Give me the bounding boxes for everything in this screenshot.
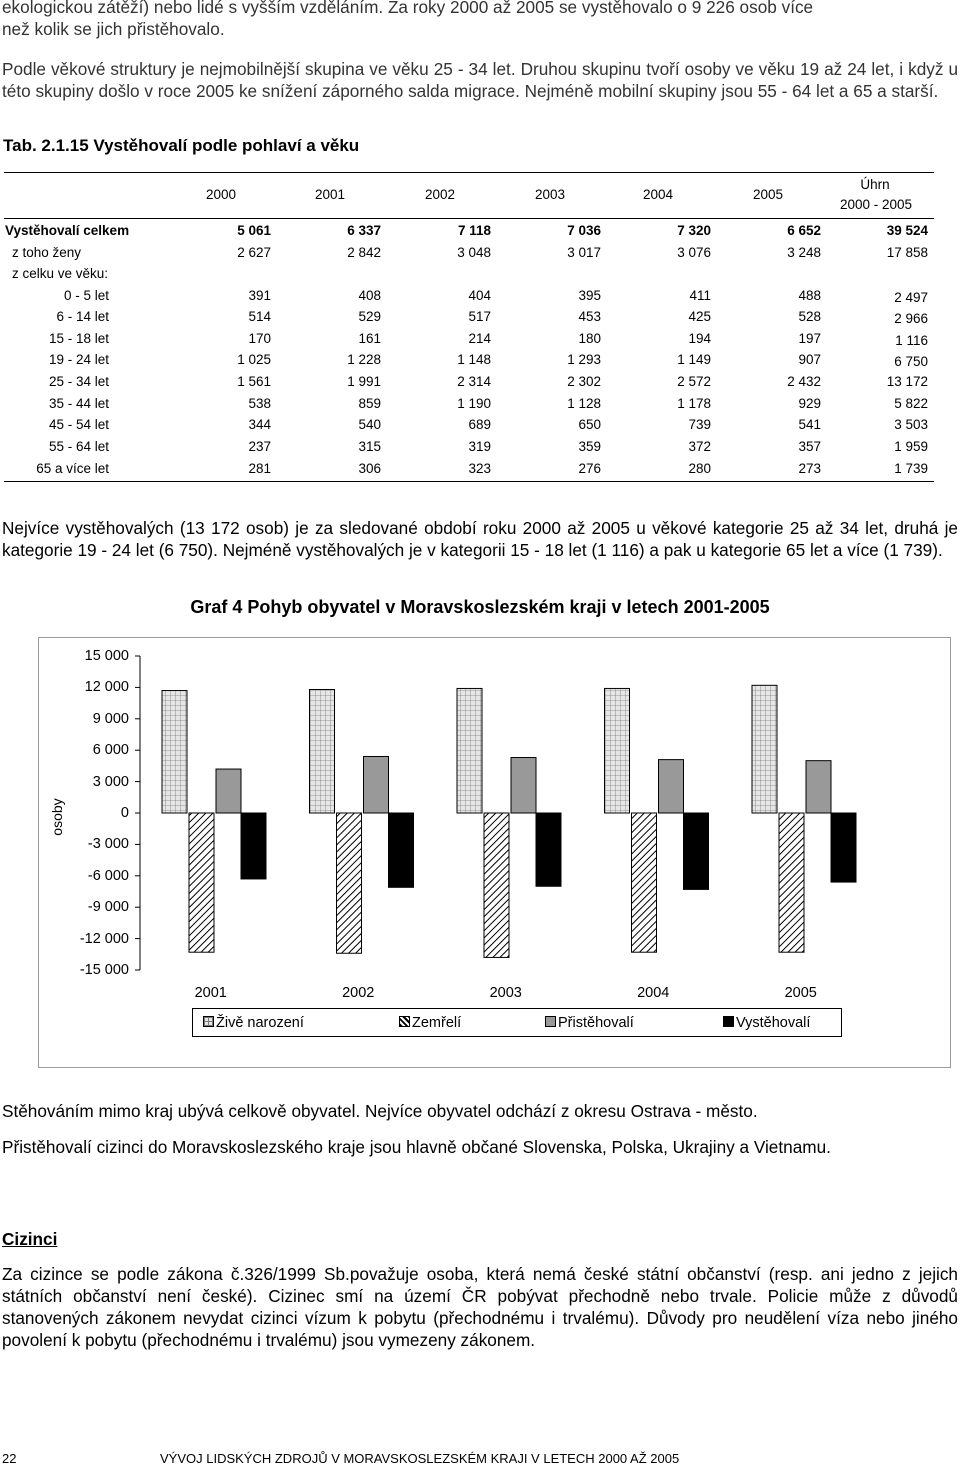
table-row-label: 15 - 18 let xyxy=(48,331,109,346)
table-header-year: 2003 xyxy=(534,187,566,202)
table-cell: 5 061 xyxy=(237,223,271,238)
table-cell: 514 xyxy=(248,309,271,324)
legend-swatch xyxy=(203,1016,214,1027)
x-tick-label: 2005 xyxy=(784,985,817,1001)
table-cell: 2 627 xyxy=(237,245,271,260)
table-row-label: 0 - 5 let xyxy=(63,288,109,303)
table-row-label: 65 a více let xyxy=(36,461,109,476)
table-cell: 273 xyxy=(798,461,821,476)
table-cell: 6 652 xyxy=(787,223,821,238)
table-cell: 2 302 xyxy=(567,374,601,389)
table-cell: 180 xyxy=(578,331,601,346)
table-cell: 214 xyxy=(468,331,491,346)
table-row-label: 19 - 24 let xyxy=(48,352,109,367)
intro-line-2: než kolik se jich přistěhovalo. xyxy=(2,19,225,39)
table-top-rule xyxy=(4,172,934,173)
footer-document-title: VÝVOJ LIDSKÝCH ZDROJŮ V MORAVSKOSLEZSKÉM KRAJI V LETECH 2000 AŽ 2005 xyxy=(160,1451,680,1466)
y-axis-label: osoby xyxy=(49,798,65,836)
table-cell: 2 497 xyxy=(894,290,928,305)
table-cell: 323 xyxy=(468,461,491,476)
legend-label: Živě narození xyxy=(216,1015,304,1031)
table-cell: 2 842 xyxy=(347,245,381,260)
foreigners-definition-paragraph: Za cizince se podle zákona č.326/1999 Sb.považuje osoba, která nemá české státní občanství (resp. ani jedno z jejich státních občanství není české). Cizinec smí na území ČR pobývat přechodně nebo trvale. Policie může z důvodů stanovených zákonem nevydat cizinci vízum k pobytu (přechodnému i trvalému). Důvody pro neudělení víza nebo jiného povolení k pobytu (přechodnému i trvalému) jsou vymezeny zákonem. xyxy=(2,1264,958,1350)
table-cell: 3 503 xyxy=(894,417,928,432)
legend-item xyxy=(399,1015,461,1031)
table-cell: 7 320 xyxy=(677,223,711,238)
table-bottom-rule xyxy=(4,481,934,482)
table-cell: 276 xyxy=(578,461,601,476)
legend-swatch xyxy=(723,1016,734,1027)
y-tick-label: 0 xyxy=(120,805,129,821)
y-tick-label: 9 000 xyxy=(92,710,129,727)
table-cell: 404 xyxy=(468,288,491,303)
outmigration-summary-paragraph: Nejvíce vystěhovalých (13 172 osob) je za sledované období roku 2000 až 2005 u věkové kategorie 25 až 34 let, druhá je kategorie 19 - 24 let (6 750). Nejméně vystěhovalých je v kategorii 15 - 18 let (1 116) a pak u kategorie 65 let a více (1 739). xyxy=(2,518,958,560)
chart-frame xyxy=(38,637,951,1068)
table-cell: 1 148 xyxy=(457,352,491,367)
table-cell: 1 178 xyxy=(677,396,711,411)
chart-legend xyxy=(192,1008,842,1037)
table-cell: 161 xyxy=(358,331,381,346)
table-row-label: z toho ženy xyxy=(12,245,82,260)
table-header-total: Úhrn xyxy=(860,177,890,192)
table-cell: 319 xyxy=(468,439,491,454)
table-cell: 689 xyxy=(468,417,491,432)
table-cell: 13 172 xyxy=(886,374,928,389)
table-row-label: 35 - 44 let xyxy=(48,396,109,411)
y-tick-label: 12 000 xyxy=(84,679,129,696)
legend-item xyxy=(203,1015,304,1031)
table-cell: 517 xyxy=(468,309,491,324)
table-cell: 1 025 xyxy=(237,352,271,367)
table-cell: 280 xyxy=(688,461,711,476)
table-cell: 929 xyxy=(798,396,821,411)
table-cell: 395 xyxy=(578,288,601,303)
table-cell: 540 xyxy=(358,417,381,432)
table-cell: 3 076 xyxy=(677,245,711,260)
chart-title: Graf 4 Pohyb obyvatel v Moravskoslezském kraji v letech 2001-2005 xyxy=(190,597,770,617)
table-cell: 1 959 xyxy=(894,439,928,454)
table-cell: 859 xyxy=(358,396,381,411)
table-row-label: z celku ve věku: xyxy=(12,266,109,281)
table-cell: 2 572 xyxy=(677,374,711,389)
table-cell: 237 xyxy=(248,439,271,454)
table-cell: 1 739 xyxy=(894,461,928,476)
table-header-total-range: 2000 - 2005 xyxy=(839,197,913,212)
table-row-label: 25 - 34 let xyxy=(48,374,109,389)
table-row-label: Vystěhovalí celkem xyxy=(5,223,130,238)
legend-item xyxy=(545,1015,634,1031)
table-row-label: 55 - 64 let xyxy=(48,439,109,454)
table-cell: 488 xyxy=(798,288,821,303)
table-cell: 541 xyxy=(798,417,821,432)
table-cell: 1 561 xyxy=(237,374,271,389)
table-cell: 39 524 xyxy=(886,223,928,238)
legend-swatch xyxy=(545,1016,556,1027)
y-tick-label: 3 000 xyxy=(92,773,129,790)
table-cell: 1 190 xyxy=(457,396,491,411)
table-cell: 425 xyxy=(688,309,711,324)
legend-label: Vystěhovalí xyxy=(736,1015,811,1031)
y-tick-label: -3 000 xyxy=(87,836,129,853)
table-cell: 2 432 xyxy=(787,374,821,389)
y-tick-label: -12 000 xyxy=(79,930,129,947)
table-cell: 739 xyxy=(688,417,711,432)
table-cell: 6 337 xyxy=(347,223,381,238)
table-title: Tab. 2.1.15 Vystěhovalí podle pohlaví a věku xyxy=(3,136,360,155)
table-cell: 391 xyxy=(248,288,271,303)
legend-label: Zemřelí xyxy=(412,1015,462,1031)
table-header-year: 2000 xyxy=(205,187,237,202)
table-cell: 6 750 xyxy=(894,354,928,369)
table-cell: 1 228 xyxy=(347,352,381,367)
legend-swatch xyxy=(399,1016,410,1027)
legend-label: Přistěhovalí xyxy=(558,1015,634,1031)
table-cell: 1 128 xyxy=(567,396,601,411)
table-cell: 2 966 xyxy=(894,311,928,326)
table-cell: 372 xyxy=(688,439,711,454)
table-cell: 3 248 xyxy=(787,245,821,260)
table-cell: 359 xyxy=(578,439,601,454)
table-cell: 408 xyxy=(358,288,381,303)
table-cell: 1 991 xyxy=(347,374,381,389)
table-cell: 2 314 xyxy=(457,374,491,389)
table-cell: 538 xyxy=(248,396,271,411)
outflow-paragraph: Stěhováním mimo kraj ubývá celkově obyvatel. Nejvíce obyvatel odchází z okresu Ostrava - město. xyxy=(2,1101,758,1121)
intro-line-1: ekologickou zátěží) nebo lidé s vyšším vzděláním. Za roky 2000 až 2005 se vystěhovalo o 9 226 osob více xyxy=(2,0,814,17)
table-cell: 1 116 xyxy=(895,333,928,348)
table-cell: 17 858 xyxy=(886,245,928,260)
x-tick-label: 2003 xyxy=(489,985,522,1001)
footer-page-number: 22 xyxy=(2,1451,17,1466)
y-tick-label: 6 000 xyxy=(92,742,129,759)
table-cell: 7 036 xyxy=(567,223,601,238)
table-cell: 529 xyxy=(358,309,381,324)
table-cell: 306 xyxy=(358,461,381,476)
y-tick-label: -6 000 xyxy=(87,867,129,884)
table-cell: 357 xyxy=(798,439,821,454)
table-cell: 197 xyxy=(798,331,821,346)
table-cell: 5 822 xyxy=(894,396,928,411)
table-header-year: 2001 xyxy=(314,187,346,202)
table-cell: 281 xyxy=(248,461,271,476)
table-header-year: 2002 xyxy=(424,187,456,202)
table-cell: 528 xyxy=(798,309,821,324)
table-cell: 650 xyxy=(578,417,601,432)
table-cell: 411 xyxy=(689,288,711,303)
foreign-immigrants-paragraph: Přistěhovalí cizinci do Moravskoslezského kraje jsou hlavně občané Slovenska, Polska, Ukrajiny a Vietnamu. xyxy=(2,1137,831,1157)
table-cell: 1 149 xyxy=(677,352,711,367)
table-cell: 3 048 xyxy=(457,245,491,260)
age-structure-paragraph: Podle věkové struktury je nejmobilnější skupina ve věku 25 - 34 let. Druhou skupinu tvoří osoby ve věku 19 až 24 let, i když u této skupiny došlo v roce 2005 ke snížení záporného salda migrace. Nejméně mobilní skupiny jsou 55 - 64 let a 65 a starší. xyxy=(2,59,958,101)
x-tick-label: 2002 xyxy=(342,985,375,1001)
y-tick-label: -9 000 xyxy=(87,899,129,916)
table-cell: 7 118 xyxy=(457,223,491,238)
table-header-rule xyxy=(4,218,934,219)
y-tick-label: -15 000 xyxy=(79,962,129,978)
section-heading-cizinci: Cizinci xyxy=(2,1229,58,1249)
x-tick-label: 2001 xyxy=(194,985,227,1001)
table-cell: 453 xyxy=(578,309,601,324)
table-cell: 344 xyxy=(248,417,271,432)
table-cell: 907 xyxy=(798,352,821,367)
y-tick-label: 15 000 xyxy=(84,648,129,664)
table-row-label: 6 - 14 let xyxy=(56,309,109,324)
table-cell: 315 xyxy=(358,439,381,454)
table-header-year: 2004 xyxy=(642,187,674,202)
table-cell: 3 017 xyxy=(567,245,601,260)
table-cell: 194 xyxy=(688,331,711,346)
table-row-label: 45 - 54 let xyxy=(48,417,109,432)
legend-item xyxy=(723,1015,810,1031)
table-header-year: 2005 xyxy=(752,187,784,202)
table-cell: 170 xyxy=(248,331,271,346)
table-cell: 1 293 xyxy=(567,352,601,367)
x-tick-label: 2004 xyxy=(637,985,670,1001)
